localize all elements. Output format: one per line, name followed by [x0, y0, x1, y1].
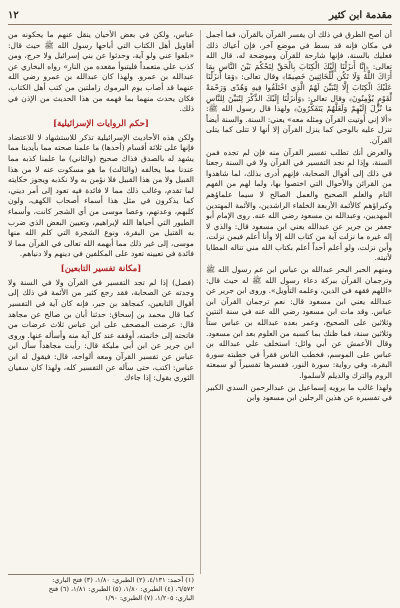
footnote-line: ٦/٥٧٢، (٤) الطبري: ١/٨٠، (٥) الطبري: ١/٨١، (٦) فتح	[48, 585, 194, 593]
page-number: ١٢	[8, 9, 19, 21]
paragraph: عباس، ولكن في بعض الأحيان ينقل عنهم ما يحكونه من أقاويل أهل الكتاب التي أباحها رسول الله ﷺ حيث قال: «بلغوا عني ولو آية، وحدثوا عن بني إسرائيل ولا حرج، ومن كذب علي متعمداً فليتبوأ مقعده من النار» رواه البخاري عن عبدالله بن عمرو. ولهذا كان عبدالله بن عمرو رضي الله عنهما قد أصاب يوم اليرموك زاملتين من كتب أهل الكتاب، فكان يحدث منهما بما فهمه من هذا الحديث من الإذن في ذلك.	[8, 30, 194, 114]
paragraph: ولهذا غالب ما يرويه إسماعيل بن عبدالرحمن السدي الكبير في تفسيره عن هذين الرجلين ابن مسعود وابن	[206, 382, 392, 403]
paragraph: (فصل) إذا لم تجد التفسير في القرآن ولا في السنة ولا وجدته عن الصحابة، فقد رجع كثير من الأئمة في ذلك إلى أقوال التابعين، كمجاهد بن جبر، فإنه كان آية في التفسير كما قال محمد بن إسحاق: حدثنا أبان بن صالح عن مجاهد قال: عرضت المصحف على ابن عباس ثلاث عرضات من فاتحته إلى خاتمته، أوقفه عند كل آية منه وأسأله عنها. وروى ابن جرير عن ابن أبي مليكة قال: رأيت مجاهداً سأل ابن عباس عن تفسير القرآن ومعه ألواحه، قال: فيقول له ابن عباس: اكتب، حتى سأله عن التفسير كله، ولهذا كان سفيان الثوري يقول: إذا جاءك	[8, 277, 194, 383]
book-title: مقدمة ابن كثير	[329, 9, 392, 21]
right-column	[206, 30, 392, 574]
section-heading: [مكانة تفسير التابعين]	[60, 263, 142, 274]
footnotes	[8, 574, 194, 604]
page-header	[8, 6, 392, 25]
paragraph: والغرض أنك تطلب تفسير القرآن منه فإن لم تجده فمن السنة، وإذا لم نجد التفسير في القرآن ولا في السنة رجعنا في ذلك إلى أقوال الصحابة، فإنهم أدرى بذلك، لما شاهدوا من القرائن والأحوال التي اختصوا بها، ولما لهم من الفهم التام والعلم الصحيح والعمل الصالح لا سيما علماؤهم وكبراؤهم كالأئمة الأربعة الخلفاء الراشدين، والأئمة المهتدين المهديين، وعبدالله بن مسعود رضي الله عنه. روى الإمام أبو جعفر بن جرير عن عبدالله يعني ابن مسعود قال: والذي لا إله غيره ما نزلت آية من كتاب الله إلا وأنا أعلم فيمن نزلت، وأين نزلت، ولو أعلم أحداً أعلم بكتاب الله مني تناله المطايا لأتيته.	[206, 147, 392, 263]
paragraph: ولكن هذه الأحاديث الإسرائيلية تذكر للاستشهاد لا للاعتضاد فإنها على ثلاثة أقسام (أحدها) ما علمنا صحته مما بأيدينا مما يشهد له بالصدق فذاك صحيح (والثاني) ما علمنا كذبه مما عندنا مما يخالفه (والثالث) ما هو مسكوت عنه لا من هذا القبيل ولا من هذا القبيل فلا نؤمن به ولا نكذبه ويجوز حكايته لما تقدم، وغالب ذلك مما لا فائدة فيه تعود إلى أمر ديني، كما يذكرون في مثل هذا أسماء أصحاب الكهف، ولون كلبهم، وعدتهم، وعصا موسى من أي الشجر كانت، وأسماء الطيور التي أحياها الله لإبراهيم، وتعيين البعض الذي ضرب به القتيل من البقرة، ونوع الشجرة التي كلم الله منها موسى، إلى غير ذلك مما أبهمه الله تعالى في القرآن مما لا فائدة في تعيينه تعود على المكلفين في دينهم ولا دنياهم.	[8, 132, 194, 259]
footnote-line: الباري: ١/٢٠٥، (٧) الطبري: ١/٩٠	[104, 594, 194, 602]
column-divider	[200, 30, 201, 574]
section-heading: [حكم الروايات الإسرائيلية]	[53, 118, 149, 129]
left-column	[8, 30, 194, 574]
paragraph: أن أصح الطرق في ذلك أن يفسر القرآن بالقرآن، فما أجمل في مكان فإنه قد بسط في موضع آخر، فإن أعياك ذلك فعليك بالسنة، فإنها شارحة للقرآن وموضحة له، قال الله تعالى: ﴿إِنَّا أَنزَلْنَا إِلَيْكَ الْكِتَابَ بِالْحَقِّ لِتَحْكُمَ بَيْنَ النَّاسِ بِمَا أَرَاكَ اللَّهُ وَلَا تَكُن لِّلْخَائِنِينَ خَصِيمًا﴾ وقال تعالى: ﴿وَمَا أَنزَلْنَا عَلَيْكَ الْكِتَابَ إِلَّا لِتُبَيِّنَ لَهُمُ الَّذِي اخْتَلَفُوا فِيهِ وَهُدًى وَرَحْمَةً لِّقَوْمٍ يُؤْمِنُونَ﴾ وقال تعالى: ﴿وَأَنزَلْنَا إِلَيْكَ الذِّكْرَ لِتُبَيِّنَ لِلنَّاسِ مَا نُزِّلَ إِلَيْهِمْ وَلَعَلَّهُمْ يَتَفَكَّرُونَ﴾ ولهذا قال رسول الله ﷺ: «ألا إني أوتيت القرآن ومثله معه» يعني: السنة. والسنة أيضاً تنزل عليه بالوحي كما ينزل القرآن إلا أنها لا تتلى كما يتلى القرآن.	[206, 30, 392, 145]
footnote-line: (١) أحمد: ٤/١٣١، (٢) الطبري: ١/٨٠، (٣) فتح الباري:	[52, 576, 194, 584]
paragraph: ومنهم الحبر البحر عبدالله بن عباس ابن عم رسول الله ﷺ وترجمان القرآن ببركة دعاء رسول الله ﷺ له حيث قال: «اللهم فقهه في الدين، وعلمه التأويل». وروى ابن جرير عن عبدالله يعني ابن مسعود قال: نعم ترجمان القرآن ابن عباس. وقد مات ابن مسعود رضي الله عنه في سنة اثنتين وثلاثين على الصحيح، وعمر بعده عبدالله بن عباس ستاً وثلاثين سنة، فما ظنك بما كسبه من العلوم بعد ابن مسعود. وقال الأعمش عن أبي وائل: استخلف علي عبدالله بن عباس على الموسم، فخطب الناس فقرأ في خطبته سورة البقرة، وفي رواية: سورة النور، ففسرها تفسيراً لو سمعته الروم والترك والديلم لأسلموا.	[206, 265, 392, 380]
